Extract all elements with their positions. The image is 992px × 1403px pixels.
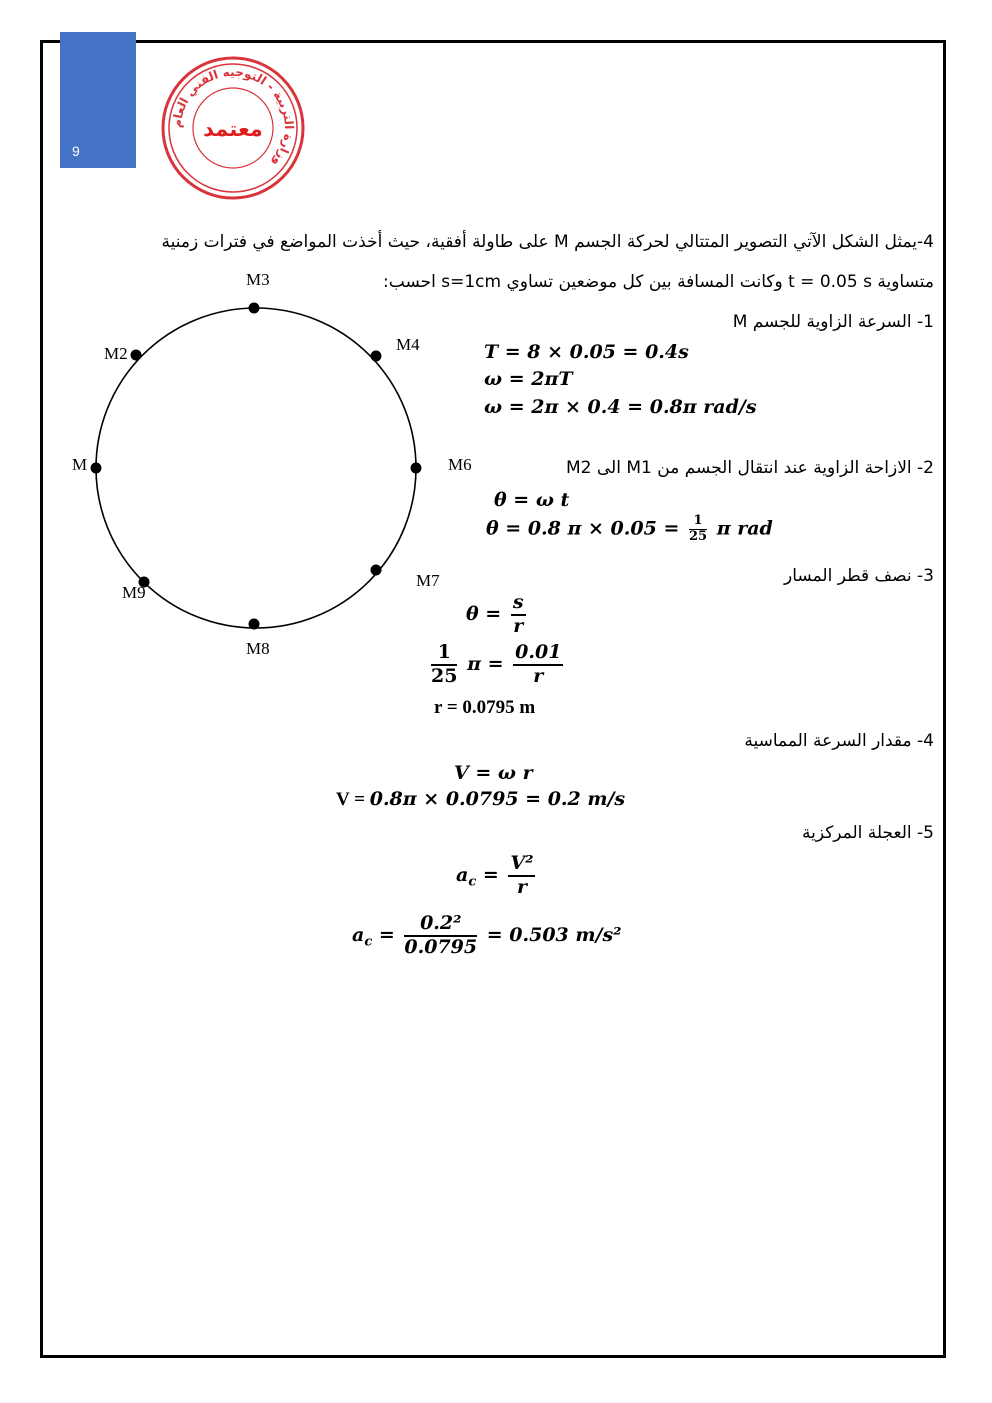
part3-eq1-den: r xyxy=(513,614,524,637)
part3-eq1-num: s xyxy=(511,592,526,616)
part3-eq2-num: 1 xyxy=(431,642,457,666)
part3-eq1-left: θ = xyxy=(466,602,502,625)
part2-fraction xyxy=(689,514,707,545)
page-number: 9 xyxy=(72,143,80,159)
approval-stamp xyxy=(160,55,306,201)
part4-eq2 xyxy=(336,788,625,811)
part3-eq2-right-fraction xyxy=(513,642,563,688)
position-dot-m4 xyxy=(371,351,382,362)
question-text-line1: 4-يمثل الشكل الآتي التصوير المتتالي لحركة الجسم M على طاولة أفقية، حيث أخذت المواضع في فترات زمنية xyxy=(161,232,934,252)
part1-eq2: ω = 2πT xyxy=(484,368,573,390)
position-dot-m1 xyxy=(91,463,102,474)
position-dot-m3 xyxy=(249,303,260,314)
label-m3: M3 xyxy=(246,270,270,289)
part2-frac-num: 1 xyxy=(689,514,707,530)
part5-eq2-sub: c xyxy=(364,934,373,950)
position-dot-m8 xyxy=(249,619,260,630)
label-m8: M8 xyxy=(246,639,270,658)
part3-result: r = 0.0795 m xyxy=(434,697,536,718)
part3-eq2 xyxy=(428,642,566,688)
part5-eq1: $a_c$ = $\frac{\text{V²}}{r}$ xyxy=(456,852,534,898)
part4-title: 4- مقدار السرعة المماسية xyxy=(744,731,934,751)
part5-eq2-num: 0.2² xyxy=(404,913,477,937)
part3-eq2-rden: r xyxy=(533,664,544,687)
stamp-approved-text: معتمد xyxy=(203,117,263,141)
label-m1: M xyxy=(72,455,88,474)
part5-eq1-sub: c xyxy=(468,874,477,890)
part2-eq2 xyxy=(486,514,773,545)
part3-eq2-rnum: 0.01 xyxy=(513,642,563,666)
label-m4: M4 xyxy=(396,335,420,354)
part3-eq1-fraction xyxy=(511,592,526,638)
stamp-ring-text: وزارة التربية - التوجيه الفني العام xyxy=(169,64,297,170)
part2-eq2-right: π rad xyxy=(716,517,773,540)
part3-eq2-mid: π = xyxy=(467,652,504,675)
part5-eq2-right: = 0.503 m/s² xyxy=(486,923,622,946)
part4-eq2-prefix: V = xyxy=(336,789,370,810)
part2-eq1: θ = ω t xyxy=(494,489,570,511)
position-dot-m7 xyxy=(371,565,382,576)
label-m6: M6 xyxy=(448,455,472,474)
circular-motion-diagram xyxy=(60,262,480,672)
part2-frac-den: 25 xyxy=(688,528,708,544)
label-m7: M7 xyxy=(416,571,440,590)
position-dot-m6 xyxy=(411,463,422,474)
part1-eq3: ω = 2π × 0.4 = 0.8π rad/s xyxy=(484,396,757,418)
part4-eq2-body: 0.8π × 0.0795 = 0.2 m/s xyxy=(369,788,626,810)
part1-title: 1- السرعة الزاوية للجسم M xyxy=(732,312,934,332)
part3-eq1 xyxy=(466,592,529,638)
part3-title: 3- نصف قطر المسار xyxy=(784,566,934,586)
part3-eq2-den: 25 xyxy=(431,664,458,687)
part5-eq2-left: a xyxy=(352,923,365,946)
part2-eq2-left: θ = 0.8 π × 0.05 = xyxy=(486,517,680,540)
part2-title: 2- الازاحة الزاوية عند انتقال الجسم من M1 الى M2 xyxy=(566,458,934,478)
part5-eq1-fraction xyxy=(508,853,535,899)
part5-eq2: $a_c$ = $\frac{\text{0.2²}}{0.0795}$ = 0.503 m/s² xyxy=(352,912,622,958)
part3-eq2-left-fraction xyxy=(431,642,457,688)
part1-eq1: T = 8 × 0.05 = 0.4s xyxy=(484,341,689,363)
part5-eq1-num: V² xyxy=(508,853,535,877)
part5-eq2-fraction xyxy=(404,913,477,959)
part5-eq1-den: r xyxy=(516,875,527,898)
part5-eq1-left: a xyxy=(456,863,469,886)
label-m9: M9 xyxy=(122,583,146,602)
question-text-line2: متساوية t = 0.05 s وكانت المسافة بين كل موضعين تساوي s=1cm احسب: xyxy=(383,272,934,292)
part5-title: 5- العجلة المركزية xyxy=(801,823,934,843)
label-m2: M2 xyxy=(104,344,128,363)
part5-eq2-den: 0.0795 xyxy=(404,935,478,958)
position-dot-m2 xyxy=(131,350,142,361)
part4-eq1: V = ω r xyxy=(454,762,533,784)
